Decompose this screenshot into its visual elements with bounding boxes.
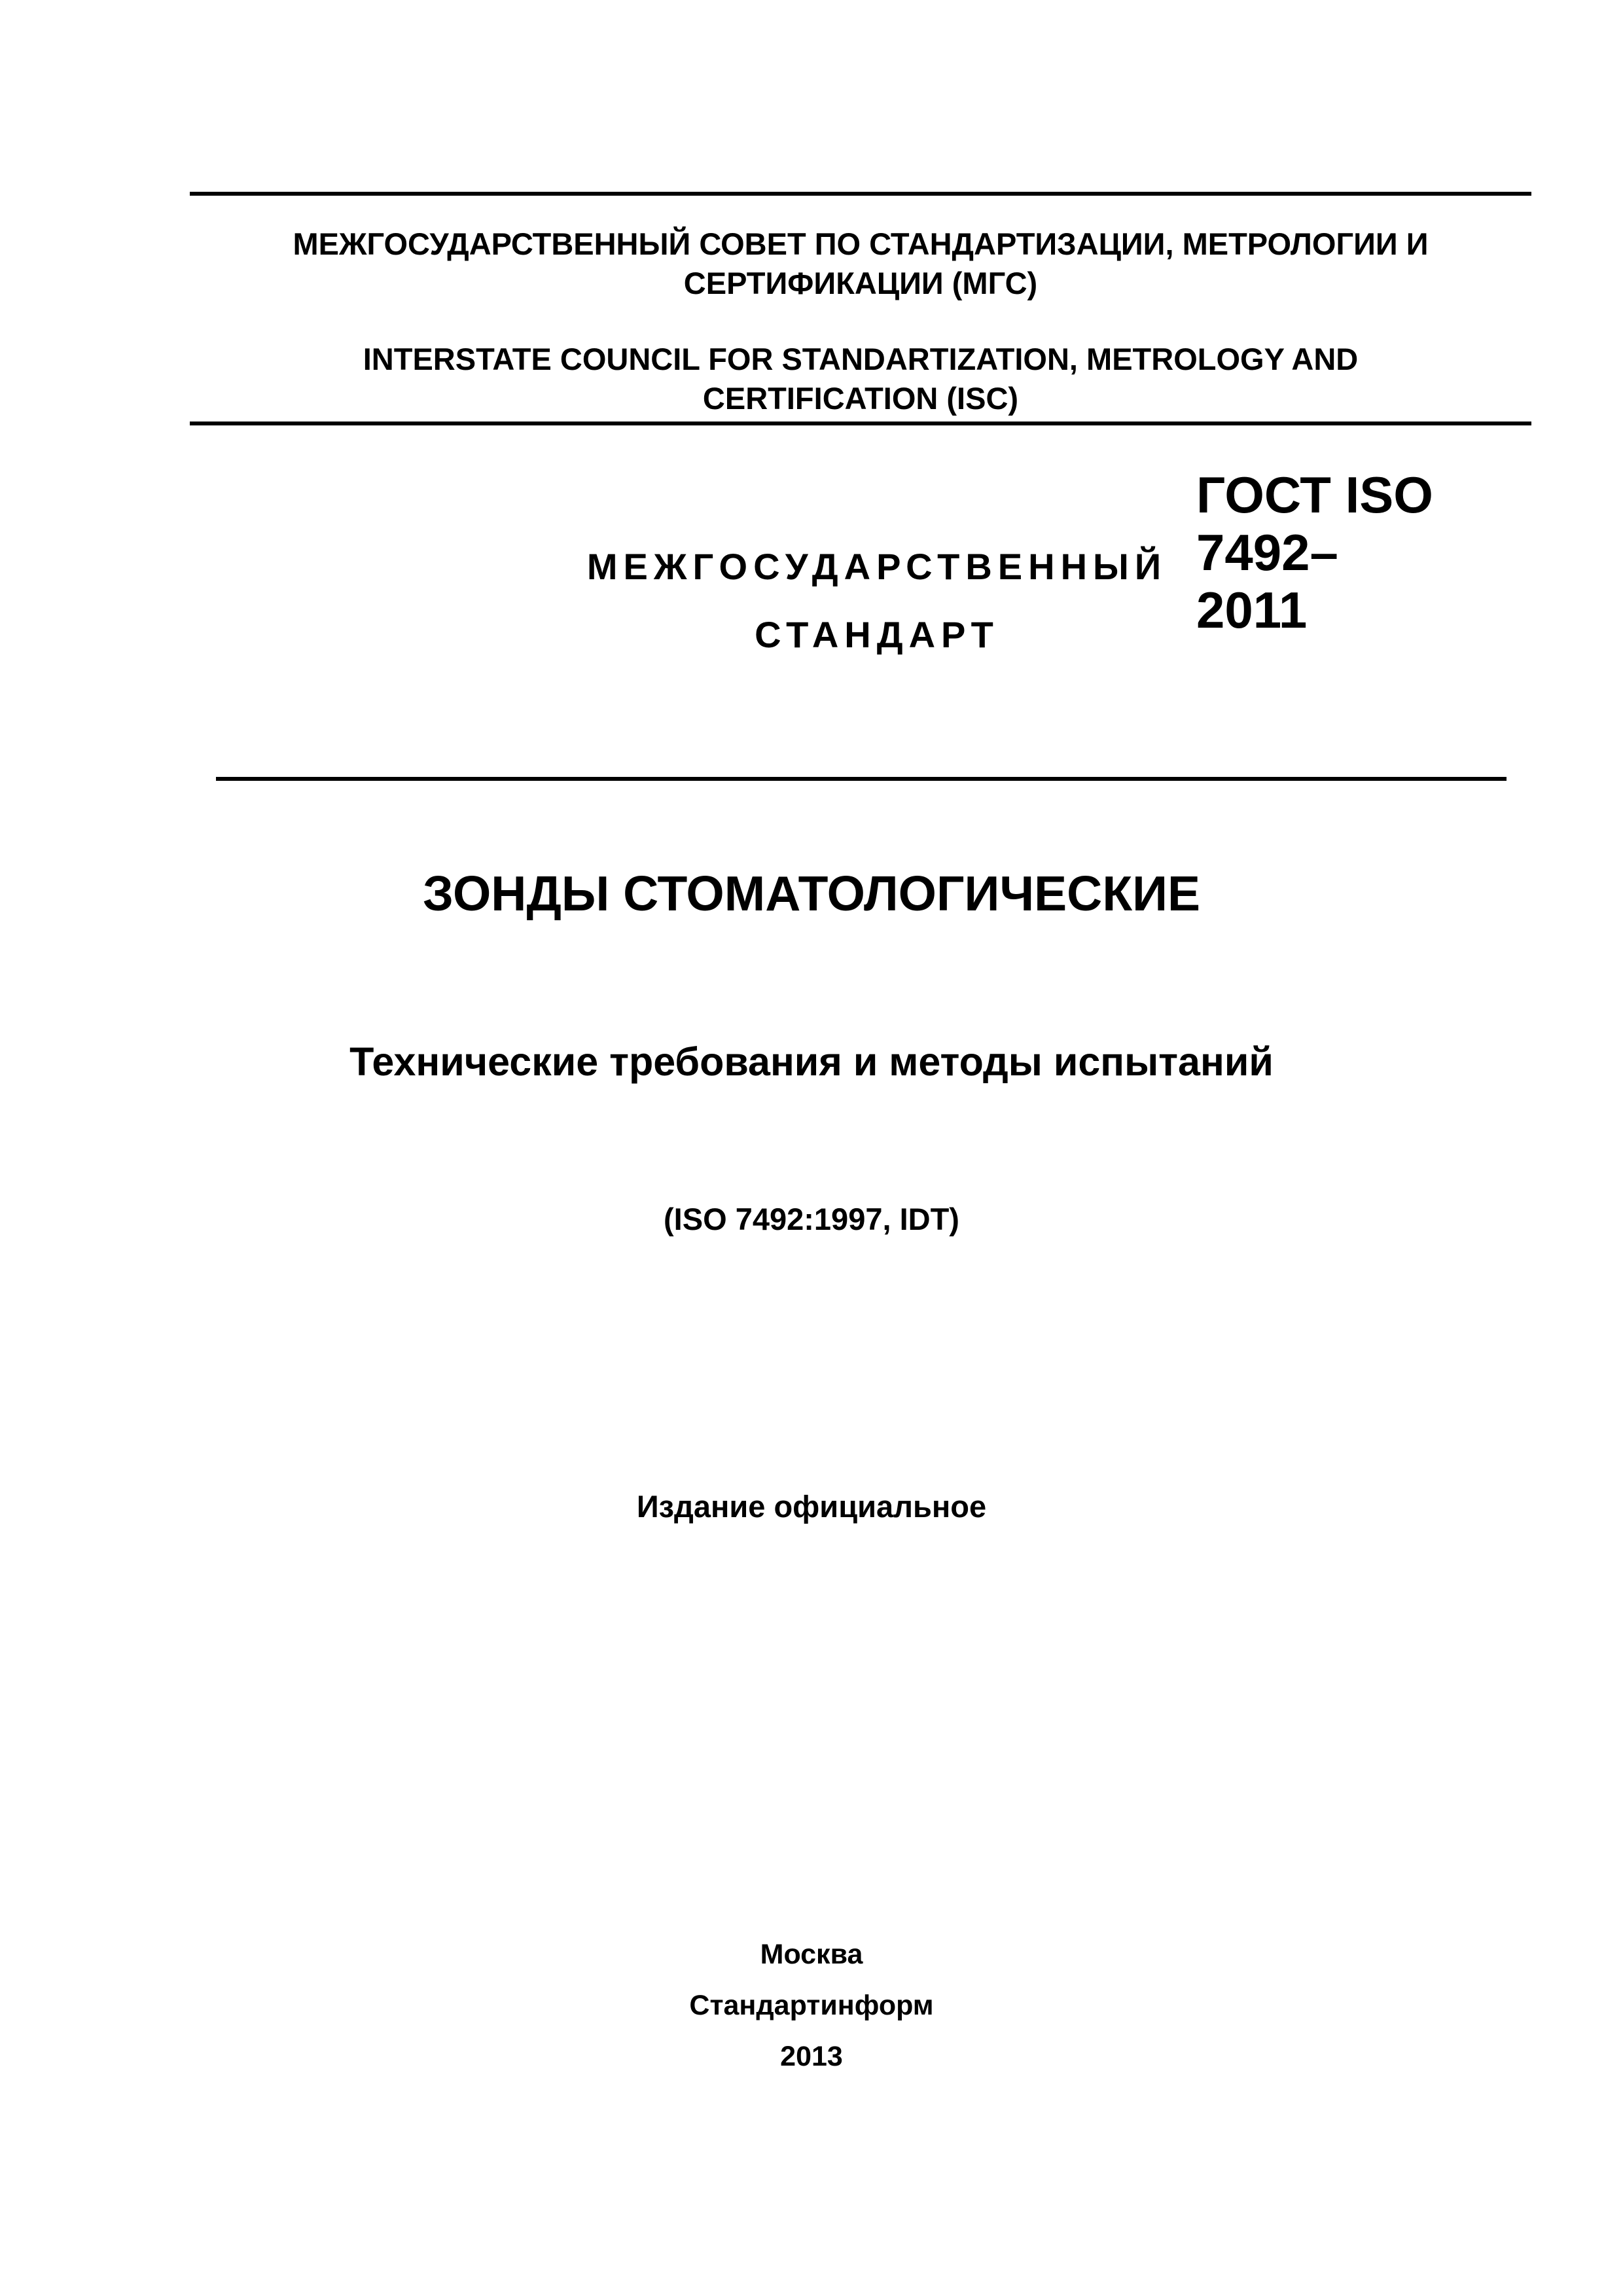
council-ru-line-1: МЕЖГОСУДАРСТВЕННЫЙ СОВЕТ ПО СТАНДАРТИЗАЦИИ, МЕТРОЛОГИИ И xyxy=(293,226,1429,261)
document-subtitle: Технические требования и методы испытаний xyxy=(349,1039,1274,1084)
council-divider xyxy=(190,422,1531,425)
council-name-english xyxy=(190,340,1531,418)
iso-reference: (ISO 7492:1997, IDT) xyxy=(664,1202,959,1236)
title-divider xyxy=(216,777,1507,781)
standard-number-line-3: 2011 xyxy=(1196,581,1308,639)
imprint-city: Москва xyxy=(760,1939,863,1970)
imprint-year: 2013 xyxy=(780,2041,843,2072)
standard-number xyxy=(1196,466,1433,639)
document-title: ЗОНДЫ СТОМАТОЛОГИЧЕСКИЕ xyxy=(422,866,1201,921)
council-ru-line-2: СЕРТИФИКАЦИИ (МГС) xyxy=(683,266,1038,300)
council-name-russian xyxy=(190,224,1531,303)
standard-label-line-2: СТАНДАРТ xyxy=(755,614,999,655)
edition-note: Издание официальное xyxy=(636,1489,987,1524)
standard-number-line-1: ГОСТ ISO xyxy=(1196,466,1433,524)
council-en-line-2: CERTIFICATION (ISC) xyxy=(702,381,1019,416)
imprint-publisher: Стандартинформ xyxy=(689,1990,934,2021)
top-divider xyxy=(190,192,1531,196)
standard-number-line-2: 7492– xyxy=(1196,524,1338,581)
standard-label-line-1: МЕЖГОСУДАРСТВЕННЫЙ xyxy=(586,546,1168,587)
council-en-line-1: INTERSTATE COUNCIL FOR STANDARTIZATION, METROLOGY AND xyxy=(363,342,1359,376)
